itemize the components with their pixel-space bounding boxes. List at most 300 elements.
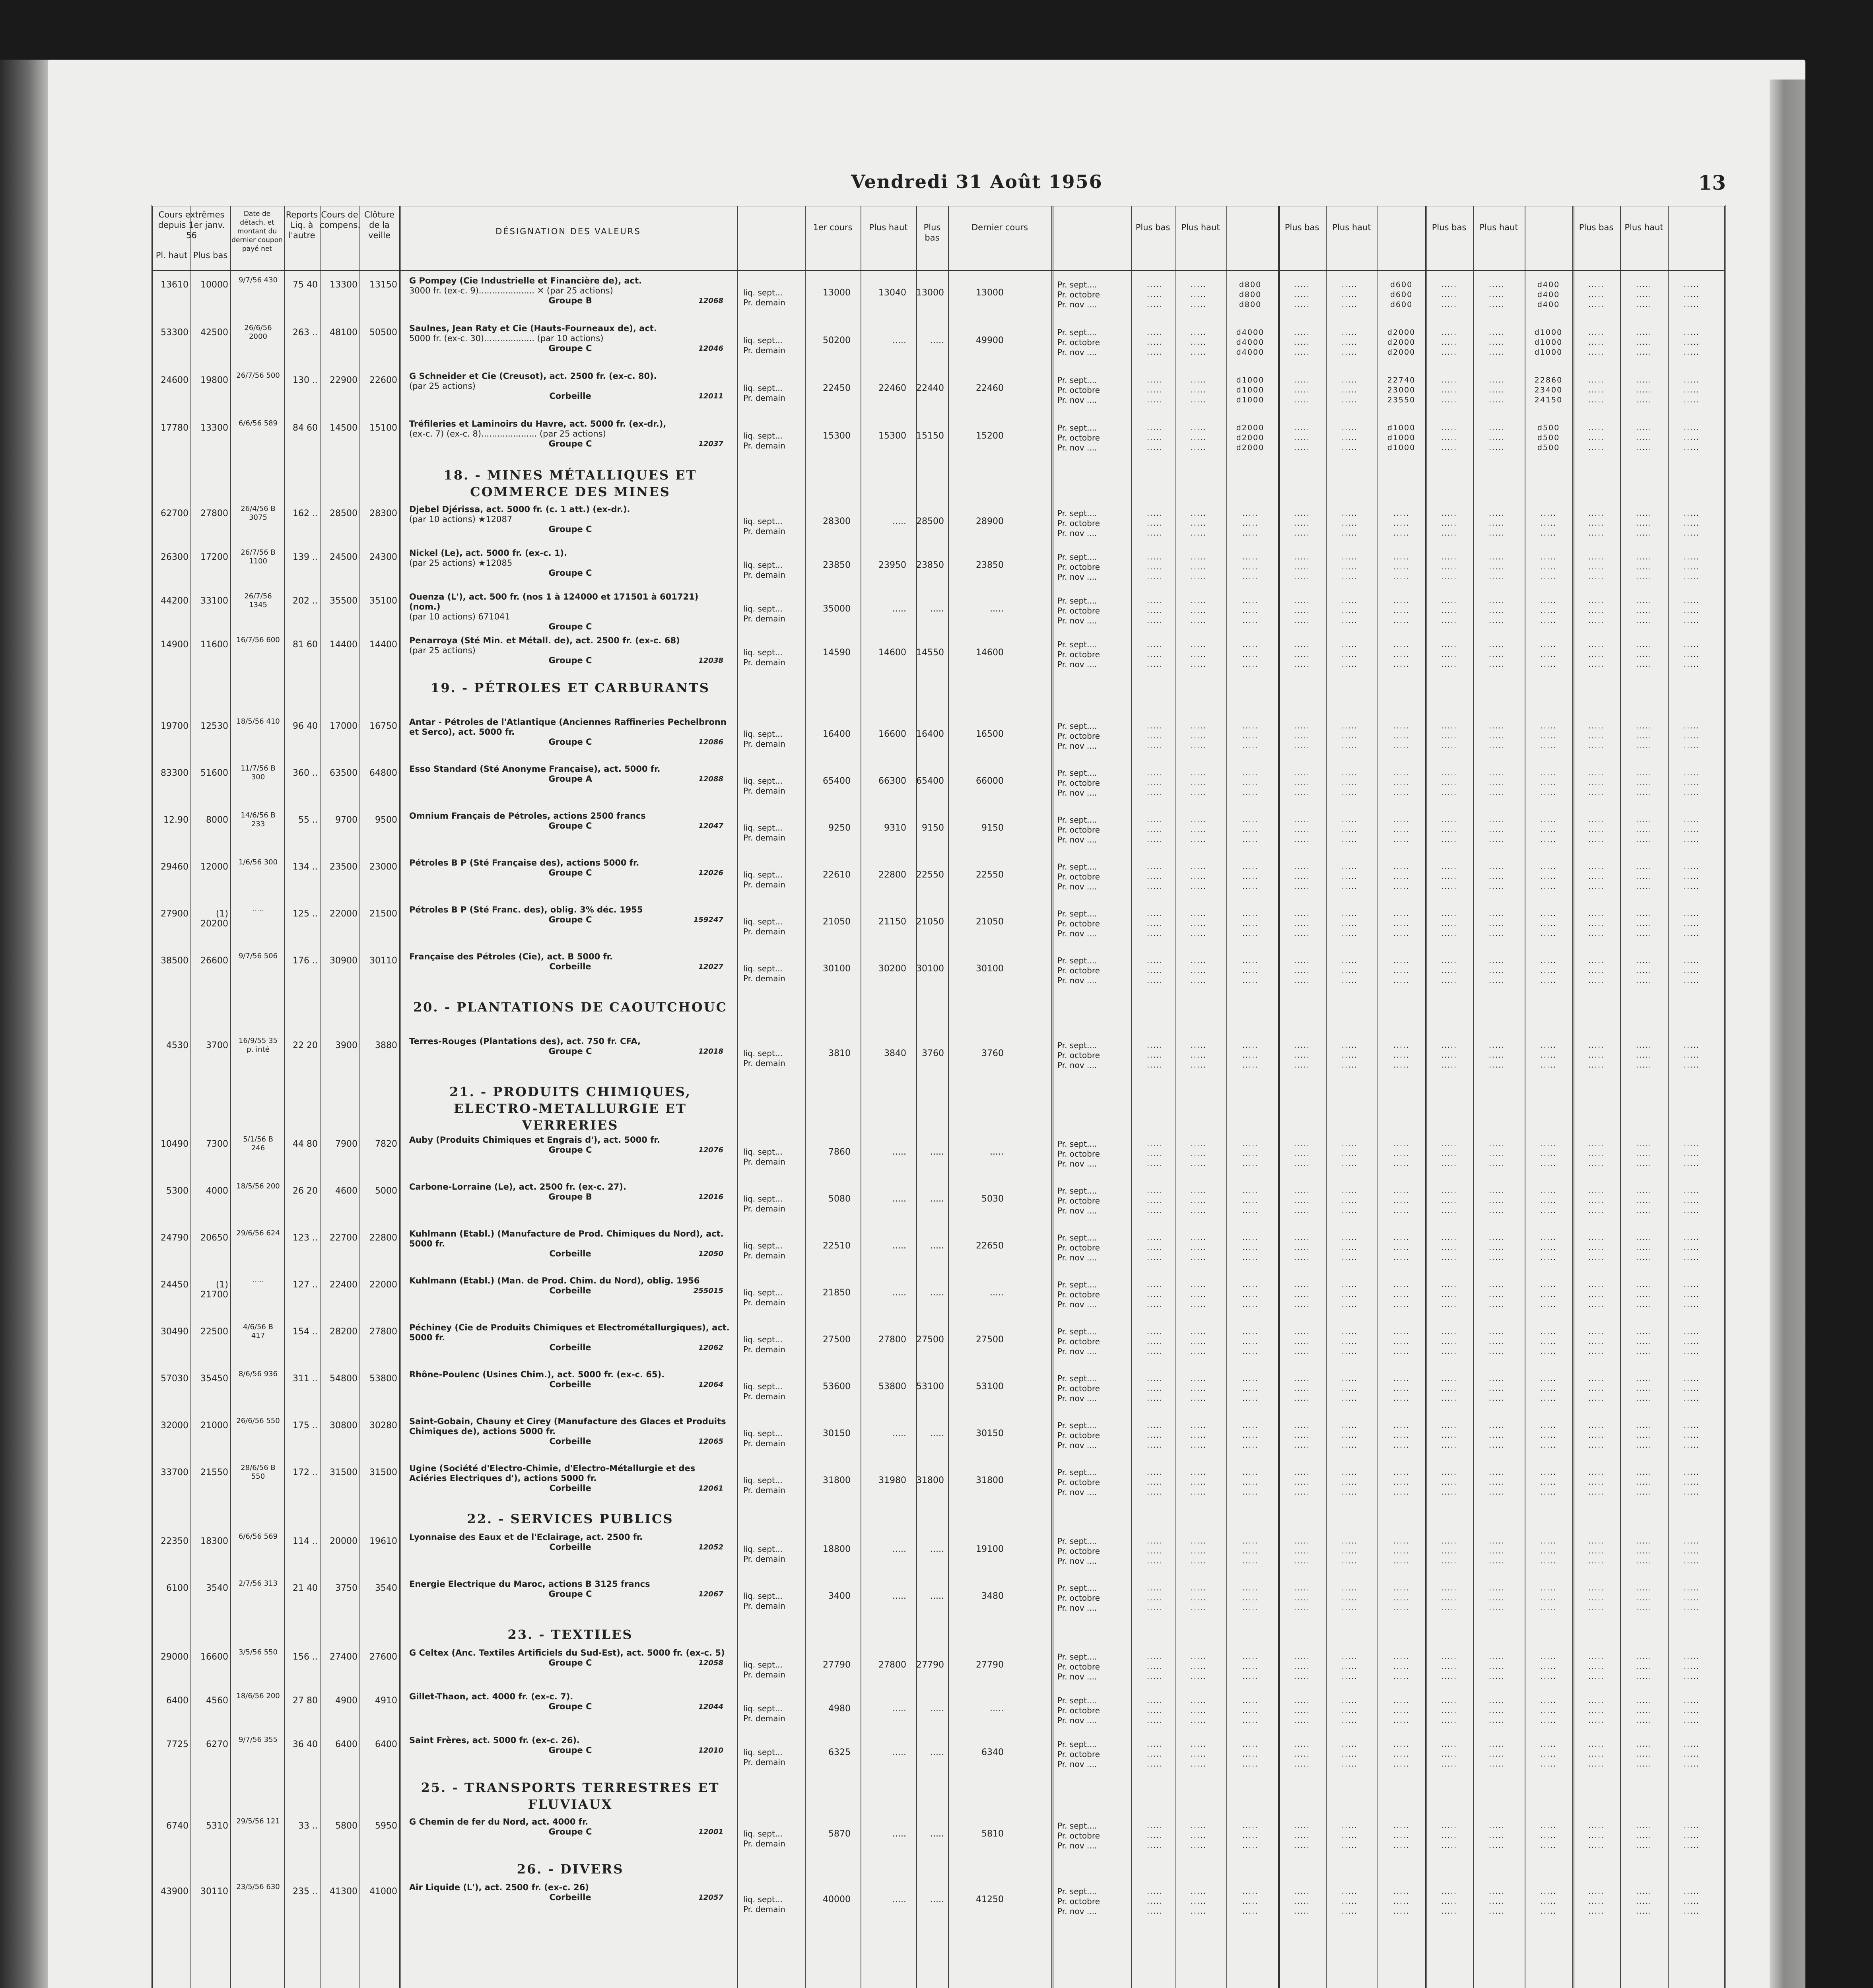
option-cell xyxy=(1133,1652,1177,1682)
option-value: ..... xyxy=(1393,1159,1410,1168)
option-cell xyxy=(1328,1041,1372,1070)
option-value: ..... xyxy=(1242,563,1259,571)
option-value: ..... xyxy=(1146,300,1163,309)
option-value: d600 xyxy=(1390,300,1413,309)
option-cell xyxy=(1379,956,1423,986)
option-cell xyxy=(1527,956,1570,986)
option-value: ..... xyxy=(1242,1557,1259,1565)
option-value: ..... xyxy=(1190,1149,1207,1158)
option-cell xyxy=(1280,768,1324,798)
page-header xyxy=(151,171,1726,195)
option-value: ..... xyxy=(1190,976,1207,985)
month-labels xyxy=(1057,768,1117,798)
option-value: ..... xyxy=(1540,1186,1557,1195)
cell-plus-haut-jour: 23950 xyxy=(878,560,906,570)
term-labels xyxy=(743,604,807,624)
option-value: ..... xyxy=(1588,596,1605,605)
cell-dernier-cours: 6340 xyxy=(981,1747,1004,1757)
option-value: ..... xyxy=(1294,919,1310,928)
option-value: ..... xyxy=(1636,1243,1652,1252)
term-liq: liq. sept... xyxy=(743,560,783,570)
term-labels xyxy=(743,1288,807,1308)
cell-plus-bas-jour: 14550 xyxy=(916,648,944,658)
section-heading: 25. - TRANSPORTS TERRESTRES ET FLUVIAUX xyxy=(421,1780,720,1812)
option-value: ..... xyxy=(1588,919,1605,928)
cell-plus-haut: 19700 xyxy=(161,721,188,731)
option-value: ..... xyxy=(1242,825,1259,834)
option-value: ..... xyxy=(1636,1337,1652,1346)
option-value: ..... xyxy=(1294,1280,1310,1289)
stock-name: Péchiney (Cie de Produits Chimiques et Electrométallurgiques), act. 5000 fr. xyxy=(409,1323,730,1342)
cell-veille: 50500 xyxy=(369,328,397,338)
option-value: ..... xyxy=(1488,788,1505,797)
option-value: ..... xyxy=(1341,1706,1358,1715)
option-value: ..... xyxy=(1441,1384,1457,1393)
option-value: ..... xyxy=(1242,1243,1259,1252)
option-value: ..... xyxy=(1146,563,1163,571)
option-value: ..... xyxy=(1146,1051,1163,1060)
option-value: ..... xyxy=(1683,443,1700,452)
option-value: ..... xyxy=(1488,1243,1505,1252)
term-labels xyxy=(743,383,807,403)
option-cell xyxy=(1228,1887,1272,1916)
option-value: ..... xyxy=(1540,722,1557,730)
option-value: ..... xyxy=(1636,1140,1652,1148)
option-cell xyxy=(1280,375,1324,405)
option-value: ..... xyxy=(1683,1547,1700,1555)
cell-plus-haut-jour: 15300 xyxy=(878,431,906,441)
stock-name: G Schneider et Cie (Creusot), act. 2500 fr. (ex-c. 80). xyxy=(409,371,657,381)
option-value: ..... xyxy=(1341,300,1358,309)
option-value: ..... xyxy=(1683,509,1700,518)
option-value: ..... xyxy=(1146,929,1163,938)
option-value: ..... xyxy=(1683,1887,1700,1896)
option-value: ..... xyxy=(1190,443,1207,452)
option-cell xyxy=(1475,509,1519,538)
option-value: ..... xyxy=(1242,1196,1259,1205)
option-value: ..... xyxy=(1341,1196,1358,1205)
option-cell xyxy=(1133,1280,1177,1310)
cell-reports: 33 .. xyxy=(298,1821,318,1831)
option-value: ..... xyxy=(1242,909,1259,918)
term-demain: Pr. demain xyxy=(743,393,785,403)
cell-plus-haut: 83300 xyxy=(161,768,188,778)
month-nov: Pr. nov .... xyxy=(1057,616,1097,625)
option-cell xyxy=(1133,1421,1177,1450)
option-value: ..... xyxy=(1242,640,1259,649)
option-cell xyxy=(1475,1821,1519,1851)
option-value: ..... xyxy=(1190,1394,1207,1403)
option-value: ..... xyxy=(1488,1347,1505,1356)
month-sept: Pr. sept.... xyxy=(1057,956,1097,965)
option-cell xyxy=(1527,1887,1570,1916)
option-cell xyxy=(1427,509,1471,538)
option-cell xyxy=(1427,1041,1471,1070)
month-labels xyxy=(1057,862,1117,892)
option-value: ..... xyxy=(1146,1149,1163,1158)
cell-dernier-cours: 31800 xyxy=(976,1475,1004,1485)
option-cell xyxy=(1622,1374,1666,1404)
option-value: ..... xyxy=(1488,1706,1505,1715)
option-value: ..... xyxy=(1488,1431,1505,1440)
option-value: ..... xyxy=(1393,1584,1410,1592)
page-date: Vendredi 31 Août 1956 xyxy=(851,171,1103,192)
option-value: ..... xyxy=(1294,1696,1310,1705)
cell-designation xyxy=(409,1276,731,1296)
option-value: ..... xyxy=(1636,1696,1652,1705)
cell-plus-haut: 53300 xyxy=(161,328,188,338)
stock-code: 12050 xyxy=(698,1250,723,1258)
option-value: ..... xyxy=(1294,732,1310,740)
month-sept: Pr. sept.... xyxy=(1057,1421,1097,1430)
option-value: ..... xyxy=(1683,640,1700,649)
stock-code: 12076 xyxy=(698,1146,723,1154)
option-value: ..... xyxy=(1294,815,1310,824)
option-cell xyxy=(1177,815,1220,845)
option-value: ..... xyxy=(1242,1300,1259,1309)
month-oct: Pr. octobre xyxy=(1057,1593,1100,1603)
option-value: ..... xyxy=(1588,280,1605,289)
cell-plus-bas: 26600 xyxy=(200,956,228,966)
cell-coupon: 11/7/56 B 300 xyxy=(241,764,276,781)
option-value: ..... xyxy=(1683,779,1700,787)
option-value: ..... xyxy=(1683,1041,1700,1050)
option-cell xyxy=(1133,423,1177,453)
option-value: ..... xyxy=(1341,1468,1358,1477)
table-row xyxy=(153,419,1724,467)
month-oct: Pr. octobre xyxy=(1057,1149,1100,1159)
option-value: ..... xyxy=(1242,1750,1259,1759)
option-value: ..... xyxy=(1588,1421,1605,1430)
month-sept: Pr. sept.... xyxy=(1057,768,1097,778)
cell-dernier-cours: 22650 xyxy=(976,1241,1004,1251)
option-cell xyxy=(1574,1583,1618,1613)
cell-plus-bas: 16600 xyxy=(200,1652,228,1662)
option-value: ..... xyxy=(1441,1672,1457,1681)
option-value: ..... xyxy=(1588,563,1605,571)
option-value: ..... xyxy=(1190,1760,1207,1769)
option-cell xyxy=(1280,1536,1324,1566)
cell-reports: 311 .. xyxy=(293,1374,318,1384)
option-value: ..... xyxy=(1393,732,1410,740)
option-value: ..... xyxy=(1341,553,1358,561)
month-labels xyxy=(1057,509,1117,538)
option-cell xyxy=(1670,280,1714,310)
table-row xyxy=(153,324,1724,371)
term-demain: Pr. demain xyxy=(743,1757,785,1767)
option-value: ..... xyxy=(1190,423,1207,432)
cell-plus-bas: 17200 xyxy=(200,552,228,562)
option-value: ..... xyxy=(1294,1421,1310,1430)
option-cell xyxy=(1328,1186,1372,1216)
option-value: ..... xyxy=(1441,348,1457,357)
month-nov: Pr. nov .... xyxy=(1057,300,1097,309)
option-value: ..... xyxy=(1441,1821,1457,1830)
option-value: d500 xyxy=(1537,443,1560,452)
option-cell xyxy=(1574,956,1618,986)
option-value: ..... xyxy=(1190,835,1207,844)
option-value: ..... xyxy=(1441,616,1457,625)
option-value: ..... xyxy=(1190,519,1207,528)
option-value: ..... xyxy=(1146,976,1163,985)
cell-reports: 175 .. xyxy=(293,1421,318,1431)
option-value: ..... xyxy=(1190,1337,1207,1346)
option-value: ..... xyxy=(1488,1831,1505,1840)
stock-code: 12011 xyxy=(698,392,723,400)
cell-designation xyxy=(409,905,731,925)
header-coupon: Date de détach. et montant du dernier coupon payé net xyxy=(231,210,283,253)
option-cell xyxy=(1280,596,1324,626)
stock-name: Air Liquide (L'), act. 2500 fr. (ex-c. 26) xyxy=(409,1883,589,1892)
option-value: ..... xyxy=(1636,1186,1652,1195)
cell-plus-bas-jour: 53100 xyxy=(916,1382,944,1392)
option-cell xyxy=(1228,1374,1272,1404)
option-value: ..... xyxy=(1242,1337,1259,1346)
option-value: ..... xyxy=(1588,338,1605,347)
option-cell xyxy=(1574,862,1618,892)
cell-designation xyxy=(409,1182,731,1202)
option-value: ..... xyxy=(1683,976,1700,985)
cell-reports: 162 .. xyxy=(293,509,318,518)
option-cell xyxy=(1133,1186,1177,1216)
option-value: ..... xyxy=(1488,1887,1505,1896)
table-row xyxy=(153,1532,1724,1580)
option-value: ..... xyxy=(1341,650,1358,659)
option-value: ..... xyxy=(1488,1604,1505,1612)
cell-designation xyxy=(409,1579,731,1599)
table-row xyxy=(153,1736,1724,1783)
option-value: ..... xyxy=(1588,1760,1605,1769)
month-nov: Pr. nov .... xyxy=(1057,882,1097,891)
cell-plus-bas: 4000 xyxy=(206,1186,228,1196)
option-cell xyxy=(1133,956,1177,986)
cell-plus-bas-jour: 22550 xyxy=(916,870,944,880)
stock-name: Saint-Gobain, Chauny et Cirey (Manufacture des Glaces et Produits Chimiques de), actions 5000 fr. xyxy=(409,1417,726,1436)
option-value: ..... xyxy=(1146,1374,1163,1383)
option-value: ..... xyxy=(1341,872,1358,881)
option-value: ..... xyxy=(1341,1041,1358,1050)
option-cell xyxy=(1427,1696,1471,1726)
option-value: ..... xyxy=(1393,616,1410,625)
month-oct: Pr. octobre xyxy=(1057,562,1100,572)
option-value: ..... xyxy=(1588,290,1605,299)
option-value: ..... xyxy=(1341,1186,1358,1195)
section-heading: 19. - PÉTROLES ET CARBURANTS xyxy=(431,680,710,695)
option-value: ..... xyxy=(1294,1159,1310,1168)
option-cell xyxy=(1574,328,1618,357)
option-value: ..... xyxy=(1294,1196,1310,1205)
option-cell xyxy=(1328,1536,1372,1566)
option-cell xyxy=(1133,815,1177,845)
option-value: ..... xyxy=(1341,376,1358,384)
option-value: ..... xyxy=(1393,835,1410,844)
option-value: ..... xyxy=(1146,1750,1163,1759)
option-value: ..... xyxy=(1441,966,1457,975)
option-cell xyxy=(1379,596,1423,626)
cell-plus-haut-jour: 27800 xyxy=(878,1660,906,1670)
cell-plus-bas-jour: 3760 xyxy=(922,1048,944,1058)
term-labels xyxy=(743,1660,807,1680)
option-value: ..... xyxy=(1488,1186,1505,1195)
cell-compens: 22000 xyxy=(330,909,358,919)
term-labels xyxy=(743,516,807,536)
cell-coupon: 9/7/56 506 xyxy=(238,952,278,960)
option-value: ..... xyxy=(1441,769,1457,777)
option-cell xyxy=(1427,1652,1471,1682)
option-cell xyxy=(1574,1821,1618,1851)
option-value: ..... xyxy=(1588,835,1605,844)
option-value: ..... xyxy=(1146,433,1163,442)
option-value: ..... xyxy=(1242,966,1259,975)
stock-code: 12044 xyxy=(698,1703,723,1711)
option-value: 23400 xyxy=(1534,386,1563,394)
option-value: ..... xyxy=(1636,1149,1652,1158)
cell-plus-bas: 22500 xyxy=(200,1327,228,1337)
option-value: ..... xyxy=(1636,348,1652,357)
table-row xyxy=(153,1817,1724,1865)
option-value: ..... xyxy=(1393,596,1410,605)
cell-plus-bas-jour: 15150 xyxy=(916,431,944,441)
option-value: ..... xyxy=(1341,1831,1358,1840)
option-value: ..... xyxy=(1294,348,1310,357)
cell-plus-haut: 32000 xyxy=(161,1421,188,1431)
option-value: ..... xyxy=(1441,1760,1457,1769)
option-cell xyxy=(1177,280,1220,310)
cell-1er-cours: 21850 xyxy=(823,1288,851,1298)
cell-dernier-cours: 41250 xyxy=(976,1895,1004,1905)
option-value: ..... xyxy=(1341,509,1358,518)
cell-veille: 23000 xyxy=(369,862,397,872)
option-value: ..... xyxy=(1190,742,1207,750)
option-value: ..... xyxy=(1488,573,1505,581)
option-value: ..... xyxy=(1294,1478,1310,1487)
option-cell xyxy=(1475,768,1519,798)
option-value: ..... xyxy=(1488,1149,1505,1158)
option-value: ..... xyxy=(1242,596,1259,605)
option-value: ..... xyxy=(1636,1431,1652,1440)
cell-compens: 6400 xyxy=(335,1740,358,1749)
cell-designation xyxy=(409,505,731,534)
table-row xyxy=(153,952,1724,1000)
option-value: 23550 xyxy=(1387,396,1416,404)
option-value: ..... xyxy=(1242,779,1259,787)
cell-plus-haut-jour: ..... xyxy=(892,1241,906,1251)
option-value: ..... xyxy=(1540,553,1557,561)
option-value: ..... xyxy=(1636,650,1652,659)
option-value: ..... xyxy=(1341,1441,1358,1450)
term-liq: liq. sept... xyxy=(743,1829,783,1839)
month-nov: Pr. nov .... xyxy=(1057,528,1097,538)
cell-compens: 5800 xyxy=(335,1821,358,1831)
stock-name: Ugine (Société d'Electro-Chimie, d'Electro-Métallurgie et des Aciéries Electriques d'), actions 5000 fr. xyxy=(409,1464,696,1483)
option-value: ..... xyxy=(1242,1488,1259,1497)
option-value: ..... xyxy=(1636,1384,1652,1393)
option-value: ..... xyxy=(1341,956,1358,965)
cell-reports: 127 .. xyxy=(293,1280,318,1290)
option-value: ..... xyxy=(1540,1327,1557,1336)
option-value: ..... xyxy=(1540,788,1557,797)
option-value: ..... xyxy=(1341,616,1358,625)
cell-dernier-cours: 5810 xyxy=(981,1829,1004,1839)
option-value: ..... xyxy=(1341,640,1358,649)
month-labels xyxy=(1057,1468,1117,1497)
option-value: ..... xyxy=(1242,862,1259,871)
option-value: ..... xyxy=(1341,1478,1358,1487)
option-value: ..... xyxy=(1393,1488,1410,1497)
term-demain: Pr. demain xyxy=(743,1439,785,1448)
option-value: ..... xyxy=(1540,1750,1557,1759)
option-value: ..... xyxy=(1294,1594,1310,1602)
option-value: ..... xyxy=(1636,1604,1652,1612)
stock-group: Corbeille xyxy=(549,1380,591,1389)
option-value: ..... xyxy=(1683,1478,1700,1487)
option-value: ..... xyxy=(1540,1716,1557,1725)
term-demain: Pr. demain xyxy=(743,1714,785,1723)
option-cell xyxy=(1177,1186,1220,1216)
option-value: ..... xyxy=(1190,722,1207,730)
option-value: ..... xyxy=(1341,1149,1358,1158)
option-value: ..... xyxy=(1488,835,1505,844)
stock-group: Groupe C xyxy=(548,1589,592,1599)
option-value: ..... xyxy=(1683,956,1700,965)
option-value: ..... xyxy=(1588,376,1605,384)
table-row xyxy=(153,505,1724,552)
option-cell xyxy=(1328,721,1372,751)
option-value: ..... xyxy=(1683,529,1700,538)
option-value: ..... xyxy=(1441,1374,1457,1383)
option-value: ..... xyxy=(1588,976,1605,985)
option-value: ..... xyxy=(1190,1206,1207,1215)
option-value: ..... xyxy=(1190,1488,1207,1497)
option-cell xyxy=(1427,1327,1471,1357)
stock-group: Corbeille xyxy=(549,391,591,401)
option-cell xyxy=(1622,1139,1666,1169)
option-value: ..... xyxy=(1190,1253,1207,1262)
stock-group: Groupe B xyxy=(548,296,592,305)
option-cell xyxy=(1670,596,1714,626)
option-value: ..... xyxy=(1294,1716,1310,1725)
option-value: ..... xyxy=(1441,882,1457,891)
option-value: ..... xyxy=(1540,1831,1557,1840)
option-cell xyxy=(1475,1887,1519,1916)
option-value: ..... xyxy=(1636,1441,1652,1450)
option-cell xyxy=(1228,862,1272,892)
cell-plus-haut: 13610 xyxy=(161,280,188,290)
option-value: ..... xyxy=(1294,1149,1310,1158)
option-value: ..... xyxy=(1242,1374,1259,1383)
option-cell xyxy=(1328,909,1372,939)
option-cell xyxy=(1379,509,1423,538)
term-demain: Pr. demain xyxy=(743,1601,785,1611)
option-cell xyxy=(1177,909,1220,939)
option-value: ..... xyxy=(1190,553,1207,561)
option-value: ..... xyxy=(1636,1394,1652,1403)
option-cell xyxy=(1427,1887,1471,1916)
cell-compens: 28200 xyxy=(330,1327,358,1337)
option-cell xyxy=(1133,328,1177,357)
option-value: ..... xyxy=(1341,660,1358,669)
cell-plus-haut: 29000 xyxy=(161,1652,188,1662)
option-value: ..... xyxy=(1588,1547,1605,1555)
option-value: ..... xyxy=(1146,1652,1163,1661)
option-value: ..... xyxy=(1146,769,1163,777)
option-value: ..... xyxy=(1488,1760,1505,1769)
cell-1er-cours: 22610 xyxy=(823,870,851,880)
option-value: ..... xyxy=(1636,300,1652,309)
option-cell xyxy=(1427,596,1471,626)
option-value: ..... xyxy=(1294,529,1310,538)
option-value: ..... xyxy=(1588,1041,1605,1050)
